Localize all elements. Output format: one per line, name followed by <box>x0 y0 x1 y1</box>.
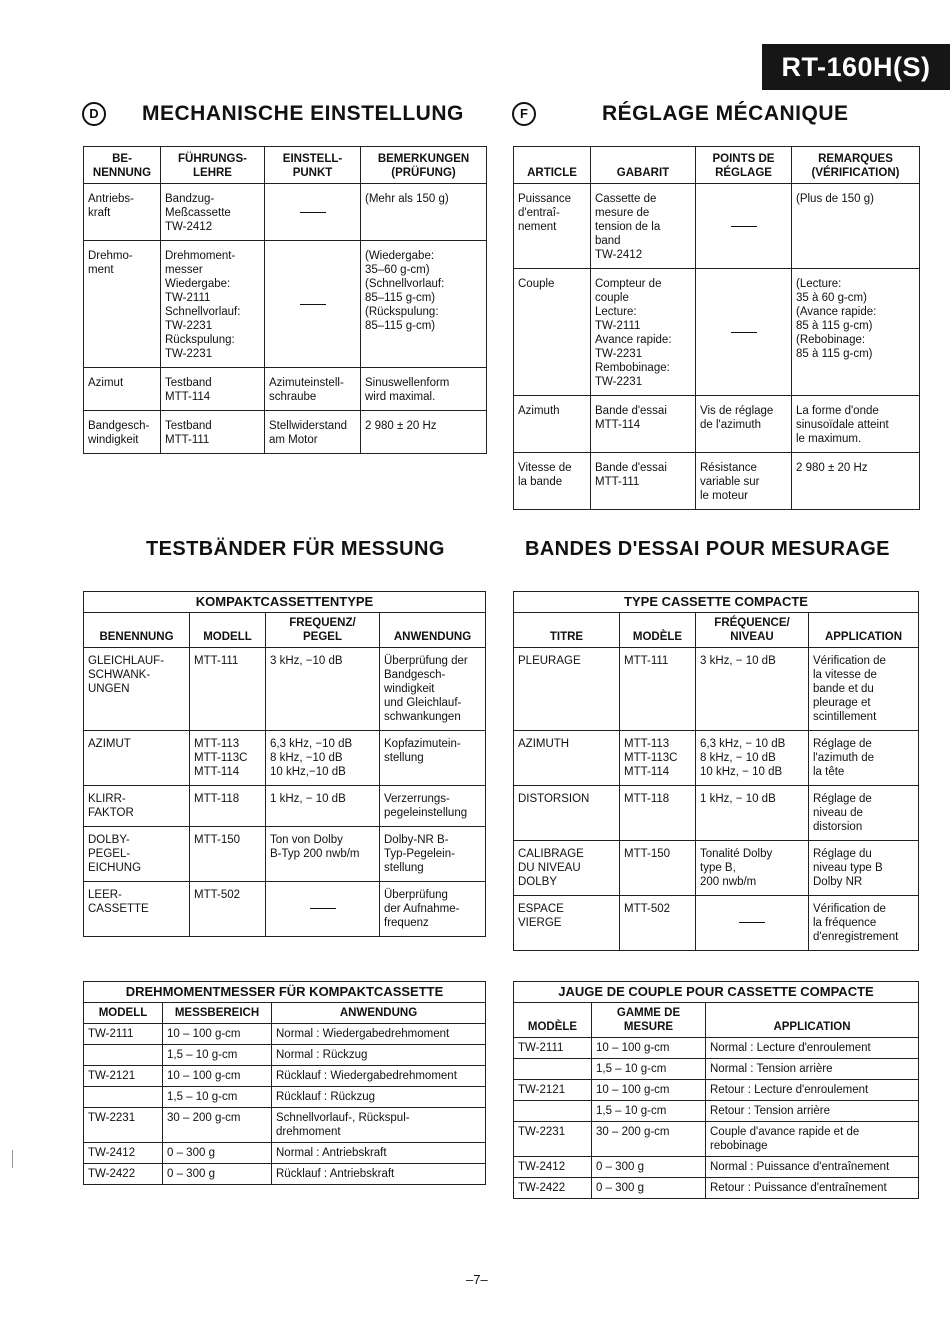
dash-mark <box>700 220 787 234</box>
torque-gauge-table-de <box>83 981 486 1185</box>
table-cell: 1,5 – 10 g-cm <box>592 1101 706 1122</box>
table-cell: MTT-150 <box>620 841 696 896</box>
table-cell: DISTORSION <box>514 786 620 841</box>
table-cell: 2 980 ± 20 Hz <box>792 453 920 510</box>
table-row <box>84 731 486 786</box>
table-row <box>514 896 919 951</box>
table-row <box>84 882 486 937</box>
table-cell: TW-2121 <box>84 1066 163 1087</box>
language-marker-de: D <box>82 102 106 126</box>
table-row <box>514 1059 919 1080</box>
table-cell: (Plus de 150 g) <box>792 184 920 269</box>
table-cell: Couple d'avance rapide et de rebobinage <box>706 1122 919 1157</box>
column-header: ARTICLE <box>514 147 591 184</box>
table-cell: 3 kHz, − 10 dB <box>696 648 809 731</box>
table-row <box>84 786 486 827</box>
table-cell: Réglage de l'azimuth de la tête <box>809 731 919 786</box>
table-row <box>84 184 487 241</box>
table-cell: LEER- CASSETTE <box>84 882 190 937</box>
column-header: REMARQUES (VÉRIFICATION) <box>792 147 920 184</box>
table-caption: DREHMOMENTMESSER FÜR KOMPAKTCASSETTE <box>84 982 486 1003</box>
table-cell: Vérification de la vitesse de bande et du pleurage et scintillement <box>809 648 919 731</box>
table-cell: Drehmoment- messer Wiedergabe: TW-2111 Schnellvorlauf: TW-2231 Rückspulung: TW-2231 <box>161 241 265 368</box>
table-cell: 0 – 300 g <box>592 1178 706 1199</box>
table-cell: MTT-111 <box>620 648 696 731</box>
section-heading-fr <box>512 100 849 128</box>
table-cell: 0 – 300 g <box>163 1164 272 1185</box>
table-cell: MTT-111 <box>190 648 266 731</box>
table-cell: La forme d'onde sinusoïdale atteint le maximum. <box>792 396 920 453</box>
table-caption: KOMPAKTCASSETTENTYPE <box>84 592 486 613</box>
table-row <box>84 1143 486 1164</box>
table-cell: Azimuteinstell- schraube <box>265 368 361 411</box>
table-cell: 30 – 200 g-cm <box>163 1108 272 1143</box>
model-badge: RT-160H(S) <box>762 44 950 90</box>
table-row <box>514 786 919 841</box>
table-cell: 6,3 kHz, − 10 dB 8 kHz, − 10 dB 10 kHz, − 10 dB <box>696 731 809 786</box>
table-cell <box>266 882 380 937</box>
table-cell: Normal : Antriebskraft <box>272 1143 486 1164</box>
table-cell <box>696 896 809 951</box>
table-cell: Ton von Dolby B-Typ 200 nwb/m <box>266 827 380 882</box>
table-row <box>514 1080 919 1101</box>
table-cell: 10 – 100 g-cm <box>163 1024 272 1045</box>
column-header: ANWENDUNG <box>380 613 486 648</box>
column-header: MODÈLE <box>620 613 696 648</box>
table-row <box>84 368 487 411</box>
table-row <box>514 453 920 510</box>
table-cell: DOLBY- PEGEL- EICHUNG <box>84 827 190 882</box>
test-tapes-title-de: TESTBÄNDER FÜR MESSUNG <box>146 538 445 560</box>
table-cell: TW-2231 <box>84 1108 163 1143</box>
table-row <box>514 184 920 269</box>
column-header: APPLICATION <box>706 1003 919 1038</box>
table-cell: Bandgesch- windigkeit <box>84 411 161 454</box>
table-cell: TW-2422 <box>514 1178 592 1199</box>
column-header: TITRE <box>514 613 620 648</box>
table-cell: Testband MTT-111 <box>161 411 265 454</box>
table-row <box>514 396 920 453</box>
mech-adjust-table-fr <box>513 146 920 510</box>
table-cell: 1,5 – 10 g-cm <box>592 1059 706 1080</box>
table-cell: 0 – 300 g <box>592 1157 706 1178</box>
table-cell: Drehmo- ment <box>84 241 161 368</box>
language-marker-fr: F <box>512 102 536 126</box>
table-cell: Résistance variable sur le moteur <box>696 453 792 510</box>
column-header: MESSBEREICH <box>163 1003 272 1024</box>
table-cell: PLEURAGE <box>514 648 620 731</box>
table-cell <box>696 184 792 269</box>
table-cell: Azimuth <box>514 396 591 453</box>
column-header: MODELL <box>84 1003 163 1024</box>
table-row <box>84 411 487 454</box>
table-cell: MTT-502 <box>190 882 266 937</box>
test-tape-table-de <box>83 591 486 937</box>
table-cell: TW-2111 <box>84 1024 163 1045</box>
dash-mark <box>270 902 375 916</box>
table-cell: Normal : Rückzug <box>272 1045 486 1066</box>
table-cell: Bandzug- Meßcassette TW-2412 <box>161 184 265 241</box>
section-heading-de <box>82 100 464 128</box>
table-cell: Vis de réglage de l'azimuth <box>696 396 792 453</box>
table-caption: JAUGE DE COUPLE POUR CASSETTE COMPACTE <box>514 982 919 1003</box>
table-row <box>84 1045 486 1066</box>
table-caption: TYPE CASSETTE COMPACTE <box>514 592 919 613</box>
section-title-fr: RÉGLAGE MÉCANIQUE <box>602 102 849 125</box>
table-cell: Rücklauf : Antriebskraft <box>272 1164 486 1185</box>
table-row <box>514 1122 919 1157</box>
table-cell: TW-2422 <box>84 1164 163 1185</box>
table-row <box>514 731 919 786</box>
column-header: ANWENDUNG <box>272 1003 486 1024</box>
table-cell: AZIMUTH <box>514 731 620 786</box>
table-cell: Kopfazimutein- stellung <box>380 731 486 786</box>
column-header: EINSTELL- PUNKT <box>265 147 361 184</box>
table-cell: 3 kHz, −10 dB <box>266 648 380 731</box>
table-cell: Retour : Lecture d'enroulement <box>706 1080 919 1101</box>
table-cell: Rücklauf : Rückzug <box>272 1087 486 1108</box>
table-cell: Cassette de mesure de tension de la band TW-2412 <box>591 184 696 269</box>
table-cell: TW-2111 <box>514 1038 592 1059</box>
dash-mark <box>269 206 356 220</box>
column-header: MODELL <box>190 613 266 648</box>
mech-adjust-table-de <box>83 146 487 454</box>
table-cell: Sinuswellenform wird maximal. <box>361 368 487 411</box>
table-cell: KLIRR- FAKTOR <box>84 786 190 827</box>
table-cell: CALIBRAGE DU NIVEAU DOLBY <box>514 841 620 896</box>
table-cell: MTT-118 <box>190 786 266 827</box>
table-cell <box>265 184 361 241</box>
table-cell: Vitesse de la bande <box>514 453 591 510</box>
table-cell: TW-2412 <box>514 1157 592 1178</box>
table-cell: TW-2231 <box>514 1122 592 1157</box>
table-cell: TW-2121 <box>514 1080 592 1101</box>
table-cell: Azimut <box>84 368 161 411</box>
column-header: APPLICATION <box>809 613 919 648</box>
table-cell: 10 – 100 g-cm <box>163 1066 272 1087</box>
table-cell: (Lecture: 35 à 60 g-cm) (Avance rapide: 85 à 115 g-cm) (Rebobinage: 85 à 115 g-cm) <box>792 269 920 396</box>
table-cell <box>265 241 361 368</box>
table-cell: GLEICHLAUF- SCHWANK- UNGEN <box>84 648 190 731</box>
table-cell: Couple <box>514 269 591 396</box>
table-cell: 10 – 100 g-cm <box>592 1038 706 1059</box>
table-cell: Compteur de couple Lecture: TW-2111 Avance rapide: TW-2231 Rembobinage: TW-2231 <box>591 269 696 396</box>
column-header: FÜHRUNGS- LEHRE <box>161 147 265 184</box>
table-row <box>84 1164 486 1185</box>
column-header: BENENNUNG <box>84 613 190 648</box>
table-cell: Rücklauf : Wiedergabedrehmoment <box>272 1066 486 1087</box>
table-cell: 2 980 ± 20 Hz <box>361 411 487 454</box>
table-cell: Bande d'essai MTT-114 <box>591 396 696 453</box>
table-cell: Überprüfung der Bandgesch- windigkeit und Gleichlauf- schwankungen <box>380 648 486 731</box>
column-header: BE- NENNUNG <box>84 147 161 184</box>
table-cell: 10 – 100 g-cm <box>592 1080 706 1101</box>
table-cell: Normal : Lecture d'enroulement <box>706 1038 919 1059</box>
table-cell: Retour : Tension arrière <box>706 1101 919 1122</box>
table-cell: ESPACE VIERGE <box>514 896 620 951</box>
table-row <box>514 1157 919 1178</box>
column-header: FRÉQUENCE/ NIVEAU <box>696 613 809 648</box>
dash-mark <box>700 916 804 930</box>
table-cell: MTT-150 <box>190 827 266 882</box>
table-cell: Schnellvorlauf-, Rückspul- drehmoment <box>272 1108 486 1143</box>
table-cell <box>84 1045 163 1066</box>
table-cell: Dolby-NR B- Typ-Pegelein- stellung <box>380 827 486 882</box>
torque-gauge-table-fr <box>513 981 919 1199</box>
table-cell: AZIMUT <box>84 731 190 786</box>
table-cell: Überprüfung der Aufnahme- frequenz <box>380 882 486 937</box>
table-cell: Puissance d'entraî- nement <box>514 184 591 269</box>
table-row <box>84 648 486 731</box>
table-cell: Vérification de la fréquence d'enregistrement <box>809 896 919 951</box>
table-cell: Réglage de niveau de distorsion <box>809 786 919 841</box>
table-cell: Antriebs- kraft <box>84 184 161 241</box>
table-row <box>84 1066 486 1087</box>
table-cell: Réglage du niveau type B Dolby NR <box>809 841 919 896</box>
table-cell: Normal : Tension arrière <box>706 1059 919 1080</box>
table-row <box>84 241 487 368</box>
column-header: MODÈLE <box>514 1003 592 1038</box>
table-cell: MTT-502 <box>620 896 696 951</box>
table-cell: 6,3 kHz, −10 dB 8 kHz, −10 dB 10 kHz,−10 dB <box>266 731 380 786</box>
table-cell: 1,5 – 10 g-cm <box>163 1087 272 1108</box>
table-cell: Verzerrungs- pegeleinstellung <box>380 786 486 827</box>
table-cell: MTT-113 MTT-113C MTT-114 <box>620 731 696 786</box>
table-row <box>514 1101 919 1122</box>
column-header: GAMME DE MESURE <box>592 1003 706 1038</box>
table-row <box>514 648 919 731</box>
dash-mark <box>700 326 787 340</box>
column-header: GABARIT <box>591 147 696 184</box>
table-row <box>514 1038 919 1059</box>
table-cell <box>514 1059 592 1080</box>
table-row <box>84 1108 486 1143</box>
scan-mark <box>12 1150 13 1168</box>
table-cell: (Mehr als 150 g) <box>361 184 487 241</box>
table-row <box>514 841 919 896</box>
table-cell: Tonalité Dolby type B, 200 nwb/m <box>696 841 809 896</box>
column-header: POINTS DE RÉGLAGE <box>696 147 792 184</box>
column-header: BEMERKUNGEN (PRÜFUNG) <box>361 147 487 184</box>
table-row <box>84 1024 486 1045</box>
page-number: –7– <box>466 1272 488 1287</box>
table-row <box>514 1178 919 1199</box>
section-title-de: MECHANISCHE EINSTELLUNG <box>142 102 464 125</box>
column-header: FREQUENZ/ PEGEL <box>266 613 380 648</box>
test-tape-table-fr <box>513 591 919 951</box>
table-cell: 1 kHz, − 10 dB <box>266 786 380 827</box>
dash-mark <box>269 298 356 312</box>
table-cell: Stellwiderstand am Motor <box>265 411 361 454</box>
table-cell <box>696 269 792 396</box>
table-cell: Normal : Wiedergabedrehmoment <box>272 1024 486 1045</box>
table-row <box>84 1087 486 1108</box>
table-cell: 1,5 – 10 g-cm <box>163 1045 272 1066</box>
table-cell <box>514 1101 592 1122</box>
table-cell: 30 – 200 g-cm <box>592 1122 706 1157</box>
table-cell: MTT-118 <box>620 786 696 841</box>
table-cell: Bande d'essai MTT-111 <box>591 453 696 510</box>
table-cell <box>84 1087 163 1108</box>
table-cell: Retour : Puissance d'entraînement <box>706 1178 919 1199</box>
table-cell: (Wiedergabe: 35–60 g-cm) (Schnellvorlauf: 85–115 g-cm) (Rückspulung: 85–115 g-cm) <box>361 241 487 368</box>
table-cell: 0 – 300 g <box>163 1143 272 1164</box>
table-cell: TW-2412 <box>84 1143 163 1164</box>
table-cell: Testband MTT-114 <box>161 368 265 411</box>
table-cell: 1 kHz, − 10 dB <box>696 786 809 841</box>
table-cell: Normal : Puissance d'entraînement <box>706 1157 919 1178</box>
test-tapes-title-fr: BANDES D'ESSAI POUR MESURAGE <box>525 538 890 560</box>
table-row <box>84 827 486 882</box>
table-row <box>514 269 920 396</box>
table-cell: MTT-113 MTT-113C MTT-114 <box>190 731 266 786</box>
